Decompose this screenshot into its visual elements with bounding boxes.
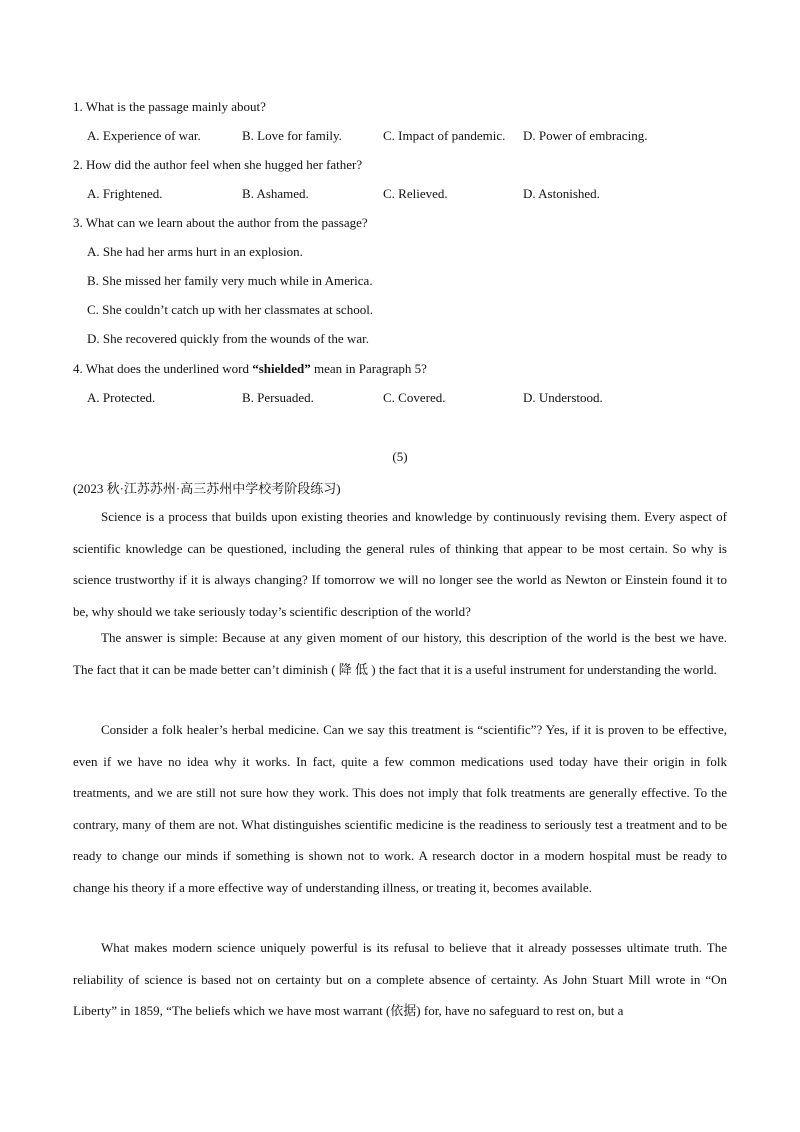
question-4-stem-before: 4. What does the underlined word (73, 361, 253, 376)
question-3-option-d: D. She recovered quickly from the wounds of the war. (87, 331, 369, 346)
passage-paragraph-1: Science is a process that builds upon existing theories and knowledge by continuously revising them. Every aspect of scientific knowledge can be questioned, including the general rules of thinking that appear to be most certain. So why is science trustworthy if it is always changing? If tomorrow we will no longer see the world as Newton or Einstein found it to be, why should we take seriously today’s scientific description of the world? (73, 509, 727, 619)
question-3-stem: 3. What can we learn about the author from the passage? (73, 215, 368, 230)
question-2-option-d: D. Astonished. (523, 186, 600, 201)
question-2-option-b: B. Ashamed. (242, 186, 309, 201)
question-1-option-b: B. Love for family. (242, 128, 342, 143)
passage-paragraph-2: The answer is simple: Because at any given moment of our history, this description of the world is the best we have. The fact that it can be made better can’t diminish ( 降 低 ) the fact that it is a useful instrument for understanding the world. (73, 630, 727, 677)
question-3-option-c: C. She couldn’t catch up with her classmates at school. (87, 302, 374, 317)
question-1-option-a: A. Experience of war. (87, 128, 201, 143)
section-number: (5) (392, 449, 408, 464)
question-4-option-d: D. Understood. (523, 390, 603, 405)
question-1-stem: 1. What is the passage mainly about? (73, 99, 266, 114)
question-4-option-a: A. Protected. (87, 390, 156, 405)
passage-paragraph-3: Consider a folk healer’s herbal medicine. Can we say this treatment is “scientific”? Yes, if it is proven to be effective, even if we have no idea why it works. In fact, quite a few common medications used today have their origin in folk treatments, and we are still not sure how they work. This does not imply that folk treatments are generally effective. To the contrary, many of them are not. What distinguishes scientific medicine is the readiness to seriously test a treatment and to be ready to change our minds if something is shown not to work. A research doctor in a modern hospital must be ready to change his theory if a more effective way of understanding illness, or treating it, becomes available. (73, 722, 727, 895)
question-2-option-c: C. Relieved. (383, 186, 448, 201)
question-1-option-c: C. Impact of pandemic. (383, 128, 506, 143)
question-3-option-a: A. She had her arms hurt in an explosion. (87, 244, 303, 259)
question-4-option-c: C. Covered. (383, 390, 446, 405)
question-2-option-a: A. Frightened. (87, 186, 163, 201)
question-4-stem (73, 361, 427, 377)
question-3-option-b: B. She missed her family very much while in America. (87, 273, 373, 288)
question-4-stem-after: mean in Paragraph 5? (310, 361, 427, 376)
underlined-word: “shielded” (252, 361, 311, 376)
question-1-option-d: D. Power of embracing. (523, 128, 648, 143)
source-citation: (2023 秋·江苏苏州·高三苏州中学校考阶段练习) (73, 481, 341, 496)
question-2-stem: 2. How did the author feel when she hugged her father? (73, 157, 363, 172)
passage-paragraph-4: What makes modern science uniquely powerful is its refusal to believe that it already possesses ultimate truth. The reliability of science is based not on certainty but on a complete absence of certainty. As John Stuart Mill wrote in “On Liberty” in 1859, “The beliefs which we have most warrant (依据) for, have no safeguard to rest on, but a (73, 940, 727, 1018)
question-4-option-b: B. Persuaded. (242, 390, 314, 405)
